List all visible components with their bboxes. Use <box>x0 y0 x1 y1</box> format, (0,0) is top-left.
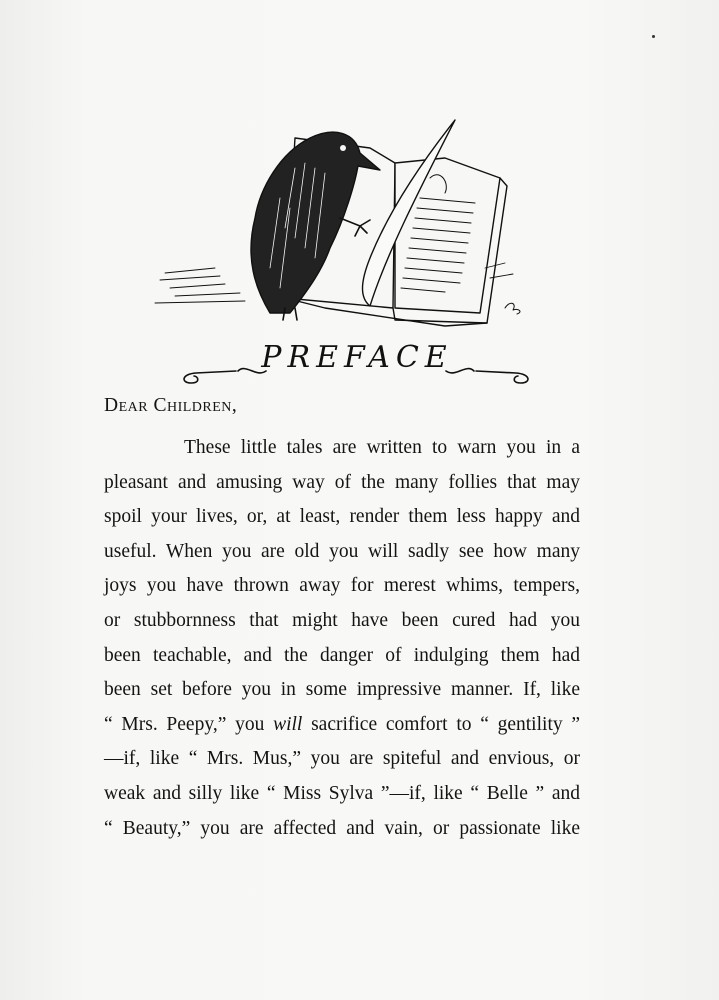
emphasis-text: will <box>273 713 303 735</box>
text-line: spoil your lives, or, at least, render them less happy and <box>104 506 580 528</box>
text-line: been teachable, and the danger of indulging them had <box>104 644 580 666</box>
crow-reading-book-icon <box>145 108 525 333</box>
text-line: weak and silly like “ Miss Sylva ”—if, like “ Belle ” and <box>104 782 580 804</box>
text-line: or stubbornness that might have been cured had you <box>104 609 580 631</box>
text-line: joys you have thrown away for merest whims, tempers, <box>104 575 580 597</box>
text-line: These little tales are written to warn you in a <box>184 437 580 458</box>
text-segment: “ Mrs. Peepy,” you <box>104 713 274 735</box>
ink-speck <box>652 35 655 38</box>
preface-paragraph <box>104 431 580 846</box>
salutation: Dear Children, <box>104 395 238 416</box>
text-line: pleasant and amusing way of the many follies that may <box>104 471 580 493</box>
text-line: useful. When you are old you will sadly see how many <box>104 540 580 562</box>
text-line <box>104 708 580 743</box>
text-line: —if, like “ Mrs. Mus,” you are spiteful and envious, or <box>104 748 580 770</box>
text-line: “ Beauty,” you are affected and vain, or passionate like <box>104 817 580 839</box>
text-segment: sacrifice comfort to “ gentility ” <box>302 713 580 735</box>
text-line: been set before you in some impressive manner. If, like <box>104 679 580 701</box>
page-title: PREFACE <box>261 340 453 375</box>
